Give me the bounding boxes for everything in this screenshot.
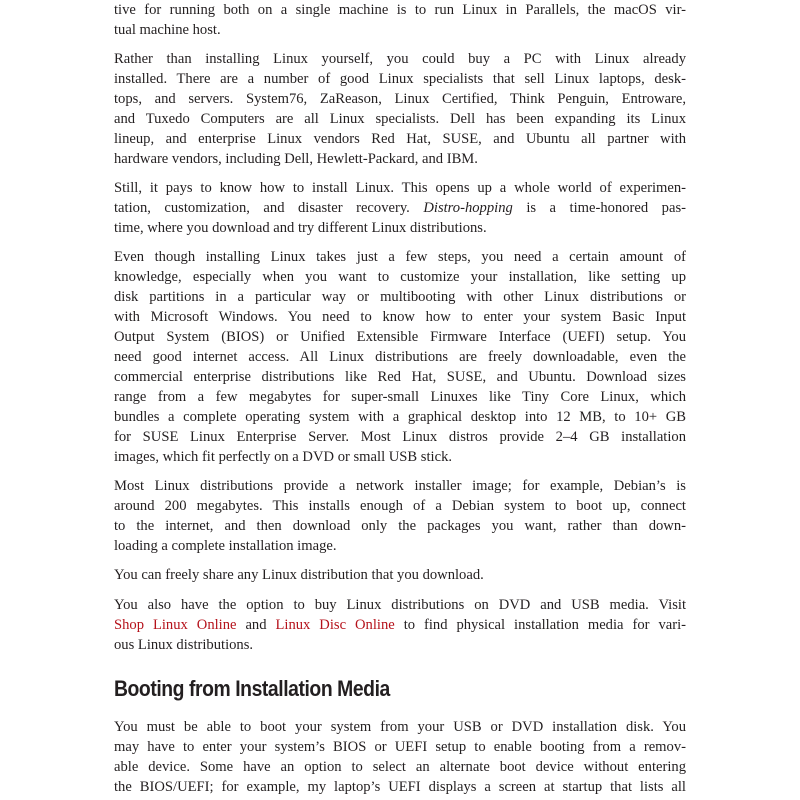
paragraph-knowledge (114, 247, 686, 467)
text-line: loading a complete installation image. (114, 538, 337, 554)
text-line: the BIOS/UEFI; for example, my laptop’s UEFI displays a screen at startup that lists all (114, 779, 686, 795)
text-line: You can freely share any Linux distribution that you download. (114, 567, 484, 583)
text-line: images, which fit perfectly on a DVD or small USB stick. (114, 449, 453, 465)
text-line: tive for running both on a single machine is to run Linux in Parallels, the macOS vir- (114, 2, 686, 18)
text-line: need good internet access. All Linux distributions are freely downloadable, even the (114, 349, 686, 365)
paragraph-share (114, 565, 686, 585)
text-line: tual machine host. (114, 22, 221, 38)
text-line: tops, and servers. System76, ZaReason, Linux Certified, Think Penguin, Entroware, (114, 91, 686, 107)
text-line: Rather than installing Linux yourself, you could buy a PC with Linux already (114, 51, 686, 67)
text-line: You also have the option to buy Linux distributions on DVD and USB media. Visit (114, 597, 686, 613)
text-line (114, 615, 686, 635)
text-run: tation, customization, and disaster recovery. (114, 200, 424, 216)
text-line: You must be able to boot your system from your USB or DVD installation disk. You (114, 719, 686, 735)
paragraph-buy-media (114, 595, 686, 655)
text-line: knowledge, especially when you want to customize your installation, like setting up (114, 269, 686, 285)
text-run: and (236, 617, 276, 633)
emphasis-term: Distro-hopping (423, 200, 513, 216)
text-line: Still, it pays to know how to install Linux. This opens up a whole world of experimen- (114, 180, 686, 196)
text-line: may have to enter your system’s BIOS or UEFI setup to enable booting from a remov- (114, 739, 686, 755)
text-line: lineup, and enterprise Linux vendors Red Hat, SUSE, and Ubuntu all partner with (114, 131, 686, 147)
text-line: Even though installing Linux takes just a few steps, you need a certain amount of (114, 249, 686, 265)
text-line: commercial enterprise distributions like Red Hat, SUSE, and Ubuntu. Download sizes (114, 369, 686, 385)
text-line: for SUSE Linux Enterprise Server. Most Linux distros provide 2–4 GB installation (114, 429, 686, 445)
text-line: installed. There are a number of good Linux specialists that sell Linux laptops, desk- (114, 71, 686, 87)
text-line: and Tuxedo Computers are all Linux specialists. Dell has been expanding its Linux (114, 111, 686, 127)
text-line: hardware vendors, including Dell, Hewlett-Packard, and IBM. (114, 151, 478, 167)
paragraph-distro-hopping (114, 178, 686, 238)
text-line: disk partitions in a particular way or multibooting with other Linux distributions or (114, 289, 686, 305)
paragraph-buy-pc (114, 49, 686, 169)
text-run: is a time-honored pas- (512, 200, 686, 216)
text-run: to find physical installation media for vari- (394, 617, 686, 633)
text-line: around 200 megabytes. This installs enough of a Debian system to boot up, connect (114, 498, 686, 514)
text-line: range from a few megabytes for super-small Linuxes like Tiny Core Linux, which (114, 389, 686, 405)
text-line: bundles a complete operating system with a graphical desktop into 12 MB, to 10+ GB (114, 409, 686, 425)
paragraph-parallels (114, 0, 686, 40)
text-line: Most Linux distributions provide a network installer image; for example, Debian’s is (114, 478, 686, 494)
paragraph-booting (114, 717, 686, 797)
text-line (114, 198, 686, 218)
text-line: Output System (BIOS) or Unified Extensible Firmware Interface (UEFI) setup. You (114, 329, 686, 345)
paragraph-network-installer (114, 476, 686, 556)
text-line: with Microsoft Windows. You need to know how to enter your system Basic Input (114, 309, 686, 325)
text-line: time, where you download and try different Linux distributions. (114, 220, 487, 236)
linux-disc-online-link[interactable]: Linux Disc Online (275, 617, 395, 633)
section-heading: Booting from Installation Media (114, 676, 390, 701)
text-line: able device. Some have an option to select an alternate boot device without entering (114, 759, 686, 775)
text-line: ous Linux distributions. (114, 637, 254, 653)
shop-linux-online-link[interactable]: Shop Linux Online (114, 617, 237, 633)
text-line: to the internet, and then download only the packages you want, rather than down- (114, 518, 686, 534)
